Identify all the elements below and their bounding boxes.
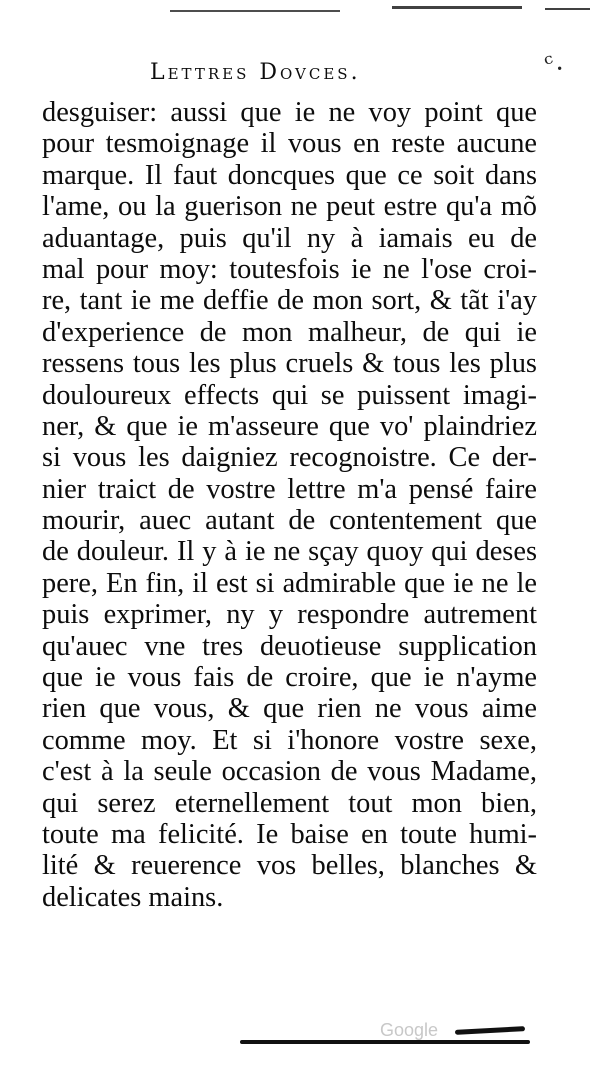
top-rule xyxy=(392,6,522,9)
text-line: ner, & que ie m'asseure que vo' plaindriez xyxy=(42,410,537,442)
text-line: nier traict de vostre lettre m'a pensé faire xyxy=(42,473,537,505)
text-line: rien que vous, & que rien ne vous aime xyxy=(42,693,537,725)
text-line: lité & reuerence vos belles, blanches & xyxy=(42,850,537,882)
text-line: puis exprimer, ny y respondre autrement xyxy=(42,599,537,631)
text-line: douloureux effects qui se puissent imagi- xyxy=(42,379,537,411)
google-watermark: Google xyxy=(380,1020,439,1040)
text-line: c'est à la seule occasion de vous Madame, xyxy=(42,756,537,788)
text-line: de douleur. Il y à ie ne sçay quoy qui deses xyxy=(42,536,537,568)
corner-mark: ᶜ. xyxy=(541,46,566,80)
text-line: mourir, auec autant de contentement que xyxy=(42,505,537,537)
text-line: aduantage, puis qu'il ny à iamais eu de xyxy=(42,222,537,254)
text-line: qu'auec vne tres deuotieuse supplication xyxy=(42,630,537,662)
text-line: desguiser: aussi que ie ne voy point que xyxy=(42,97,537,128)
text-line: re, tant ie me deffie de mon sort, & tãt i'ay xyxy=(42,285,537,317)
text-line: qui serez eternellement tout mon bien, xyxy=(42,787,537,819)
letter-text xyxy=(42,97,602,913)
text-line: toute ma felicité. Ie baise en toute humi- xyxy=(42,818,537,850)
top-rule xyxy=(170,10,340,12)
text-line: marque. Il faut doncques que ce soit dans xyxy=(42,159,537,191)
running-title: Lettres Dovces. xyxy=(150,60,361,85)
text-line: pour tesmoignage il vous en reste aucune xyxy=(42,128,537,160)
text-line: ressens tous les plus cruels & tous les plus xyxy=(42,348,537,380)
bottom-flourish xyxy=(455,1026,525,1035)
text-line: l'ame, ou la guerison ne peut estre qu'a mõ xyxy=(42,191,537,223)
text-line: comme moy. Et si i'honore vostre sexe, xyxy=(42,724,537,756)
text-line: d'experience de mon malheur, de qui ie xyxy=(42,316,537,348)
bottom-rule xyxy=(240,1040,530,1044)
text-line: mal pour moy: toutesfois ie ne l'ose croi- xyxy=(42,253,537,285)
text-line: delicates mains. xyxy=(42,881,224,913)
text-line: si vous les daigniez recognoistre. Ce der- xyxy=(42,442,537,474)
text-line: que ie vous fais de croire, que ie n'ayme xyxy=(42,662,537,694)
top-rule xyxy=(545,8,590,10)
text-line: pere, En fin, il est si admirable que ie ne le xyxy=(42,567,537,599)
